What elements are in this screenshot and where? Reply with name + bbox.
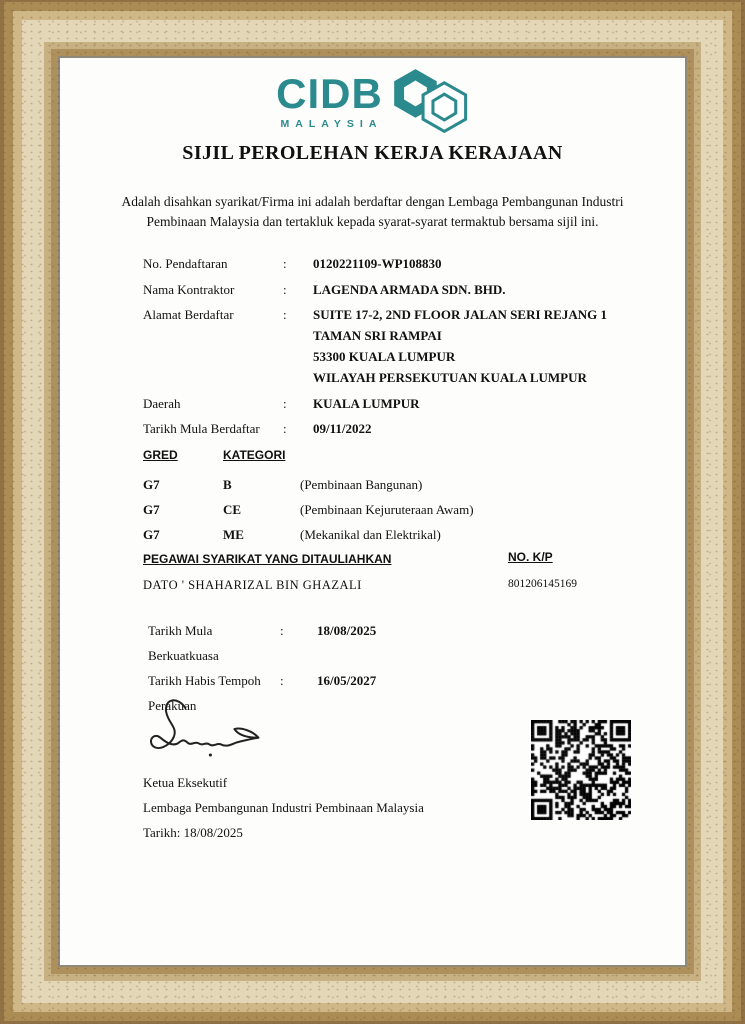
signoff-date: Tarikh: 18/08/2025 (143, 825, 243, 840)
detail-colon: : (283, 395, 287, 411)
address-line: SUITE 17-2, 2ND FLOOR JALAN SERI REJANG 1 TAMAN SRI RAMPAI (313, 307, 607, 343)
grade-header-kategori: KATEGORI (223, 448, 286, 462)
id-number-header: NO. K/P (508, 550, 553, 564)
detail-colon: : (283, 256, 287, 271)
grade-category-table (143, 448, 474, 547)
cidb-logo-text (276, 69, 383, 130)
detail-value: 09/11/2022 (313, 421, 372, 436)
detail-colon: : (283, 307, 287, 322)
validity-colon: : (280, 623, 284, 638)
grade-row (143, 472, 474, 497)
signoff-block (143, 770, 424, 845)
detail-value: KUALA LUMPUR (313, 395, 420, 411)
grade-value: G7 (143, 477, 160, 492)
registration-details (143, 253, 673, 444)
detail-value: 0120221109-WP108830 (313, 256, 442, 271)
grade-value: G7 (143, 527, 160, 542)
validity-value: 18/08/2025 (317, 623, 377, 638)
detail-colon: : (283, 281, 287, 297)
validity-row-effective-date (148, 618, 376, 668)
certificate-title: SIJIL PEROLEHAN KERJA KERAJAAN (182, 142, 563, 164)
cidb-hexagon-logo-icon (393, 66, 469, 136)
certificate-intro: Adalah disahkan syarikat/Firma ini adalah berdaftar dengan Lembaga Pembangunan Industri Pembinaan Malaysia dan tertakluk kepada syarat-syarat termaktub bersama sijil ini. (121, 194, 624, 229)
frame-texture-right (685, 58, 745, 965)
detail-value: LAGENDA ARMADA SDN. BHD. (313, 281, 506, 297)
grade-row (143, 522, 474, 547)
category-description: (Mekanikal dan Elektrikal) (300, 527, 441, 542)
validity-label: Tarikh Habis Tempoh Perakuan (148, 673, 261, 713)
detail-label: Alamat Berdaftar (143, 307, 234, 322)
detail-value (313, 304, 643, 388)
validity-value: 16/05/2027 (317, 673, 377, 688)
authorised-officer-section (143, 550, 655, 592)
handwritten-signature (145, 696, 270, 769)
address-line: WILAYAH PERSEKUTUAN KUALA LUMPUR (313, 370, 587, 385)
qr-code (531, 720, 631, 820)
validity-colon: : (280, 673, 284, 688)
detail-label: No. Pendaftaran (143, 256, 228, 271)
detail-label: Tarikh Mula Berdaftar (143, 421, 260, 436)
officer-name: DATO ' SHAHARIZAL BIN GHAZALI (143, 578, 362, 592)
detail-row-registration-start-date (143, 418, 673, 439)
signoff-role: Ketua Eksekutif (143, 775, 228, 790)
frame-texture-top (0, 0, 745, 58)
grade-table-header (143, 448, 474, 462)
grade-row (143, 497, 474, 522)
frame-texture-left (0, 58, 60, 965)
cidb-logo-subtitle: MALAYSIA (280, 117, 383, 130)
officer-id-number: 801206145169 (508, 578, 577, 590)
officer-section-header: PEGAWAI SYARIKAT YANG DITAULIAHKAN (143, 552, 392, 566)
category-description: (Pembinaan Kejuruteraan Awam) (300, 502, 474, 517)
certificate-paper (60, 58, 685, 965)
cidb-logo-brand: CIDB (276, 69, 383, 117)
grade-value: G7 (143, 502, 160, 517)
category-code: B (223, 477, 232, 492)
signoff-organisation: Lembaga Pembangunan Industri Pembinaan Malaysia (143, 800, 424, 815)
category-description: (Pembinaan Bangunan) (300, 477, 423, 492)
frame-texture-bottom (0, 965, 745, 1024)
detail-row-registered-address (143, 304, 673, 388)
detail-row-contractor-name (143, 279, 673, 300)
detail-label: Nama Kontraktor (143, 281, 235, 297)
detail-row-district (143, 393, 673, 414)
detail-row-registration-number (143, 253, 673, 274)
address-line: 53300 KUALA LUMPUR (313, 349, 456, 364)
category-code: ME (223, 527, 244, 542)
cidb-logo (276, 66, 469, 136)
category-code: CE (223, 502, 242, 517)
grade-header-gred: GRED (143, 448, 178, 462)
detail-label: Daerah (143, 395, 181, 411)
detail-colon: : (283, 421, 287, 436)
validity-label: Tarikh Mula Berkuatkuasa (148, 623, 219, 663)
